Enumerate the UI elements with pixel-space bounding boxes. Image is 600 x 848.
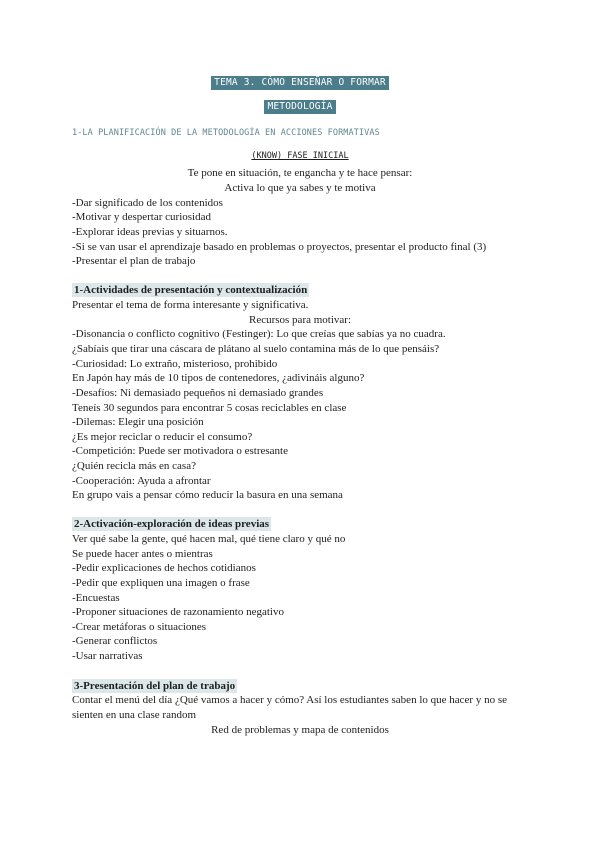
section-subtitle: 1-LA PLANIFICACIÓN DE LA METODOLOGÍA EN ACCIONES FORMATIVAS xyxy=(72,128,380,138)
list-item: En Japón hay más de 10 tipos de contenedores, ¿adivináis alguno? xyxy=(72,372,365,384)
list-item: -Crear metáforas o situaciones xyxy=(72,621,207,633)
section-3-line-1: Contar el menú del día ¿Qué vamos a hacer y cómo? Así los estudiantes saben lo que hacer y no se xyxy=(72,694,507,706)
title-line-1: TEMA 3. CÓMO ENSEÑAR O FORMAR xyxy=(211,76,389,90)
intro-line-2: Activa lo que ya sabes y te motiva xyxy=(224,182,376,194)
list-item: ¿Sabíais que tirar una cáscara de plátano al suelo contamina más de lo que pensáis? xyxy=(72,343,440,355)
list-item: -Curiosidad: Lo extraño, misterioso, prohibido xyxy=(72,358,278,370)
list-item: -Competición: Puede ser motivadora o estresante xyxy=(72,445,288,457)
list-item: Teneís 30 segundos para encontrar 5 cosas reciclables en clase xyxy=(72,402,347,414)
list-item: -Cooperación: Ayuda a afrontar xyxy=(72,475,211,487)
list-item: -Encuestas xyxy=(72,592,120,604)
list-item: -Si se van usar el aprendizaje basado en problemas o proyectos, presentar el producto final (3) xyxy=(72,241,487,253)
list-item: -Motivar y despertar curiosidad xyxy=(72,211,211,223)
list-item: -Dilemas: Elegir una posición xyxy=(72,416,204,428)
list-item: ¿Quién recicla más en casa? xyxy=(72,460,196,472)
title-line-2: METODOLOGÍA xyxy=(264,100,335,114)
section-3-centered: Red de problemas y mapa de contenidos xyxy=(211,724,389,736)
section-3-heading: 3-Presentación del plan de trabajo xyxy=(74,680,236,692)
list-item: -Presentar el plan de trabajo xyxy=(72,255,196,267)
list-item: ¿Es mejor reciclar o reducir el consumo? xyxy=(72,431,253,443)
section-1-heading: 1-Actividades de presentación y contextualización xyxy=(74,284,308,296)
resources-label: Recursos para motivar: xyxy=(248,314,352,326)
list-item: Ver qué sabe la gente, qué hacen mal, qué tiene claro y qué no xyxy=(72,533,346,545)
list-item: -Explorar ideas previas y situarnos. xyxy=(72,226,228,238)
list-item: -Proponer situaciones de razonamiento negativo xyxy=(72,606,284,618)
list-item: -Usar narrativas xyxy=(72,650,143,662)
section-2-heading: 2-Activación-exploración de ideas previas xyxy=(74,518,270,530)
document-title xyxy=(0,72,600,120)
list-item: -Dar significado de los contenidos xyxy=(72,197,223,209)
section-3-line-2: sienten en una clase random xyxy=(72,709,197,721)
intro-line-1: Te pone en situación, te engancha y te hace pensar: xyxy=(187,167,413,179)
list-item: -Pedir que expliquen una imagen o frase xyxy=(72,577,250,589)
list-item: -Desafíos: Ni demasiado pequeños ni demasiado grandes xyxy=(72,387,324,399)
list-item: -Generar conflictos xyxy=(72,635,158,647)
phase-title: (KNOW) FASE INICIAL xyxy=(251,151,349,161)
section-1-intro: Presentar el tema de forma interesante y significativa. xyxy=(72,299,309,311)
list-item: Se puede hacer antes o mientras xyxy=(72,548,213,560)
list-item: En grupo vais a pensar cómo reducir la basura en una semana xyxy=(72,489,343,501)
list-item: -Disonancia o conflicto cognitivo (Festinger): Lo que creías que sabías ya no cuadra. xyxy=(72,328,446,340)
list-item: -Pedir explicaciones de hechos cotidianos xyxy=(72,562,256,574)
